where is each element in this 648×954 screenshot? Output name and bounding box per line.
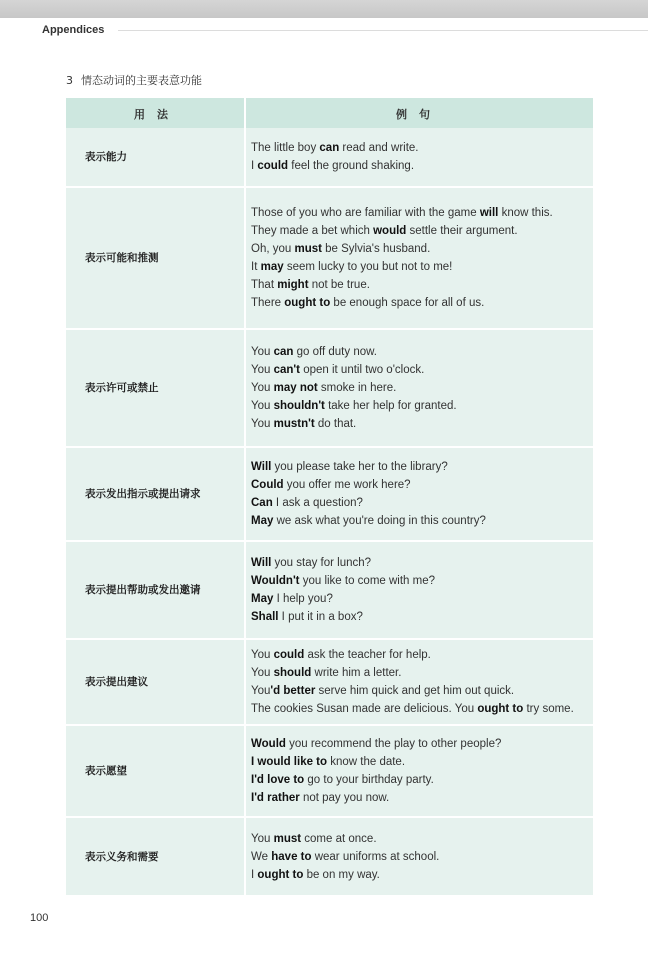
sentence-text: smoke in here. bbox=[317, 382, 397, 394]
example-sentence bbox=[251, 476, 486, 494]
example-sentence bbox=[251, 512, 486, 530]
modal-verb: Could bbox=[251, 479, 284, 491]
table-row bbox=[66, 640, 593, 724]
usage-label: 表示可能和推测 bbox=[85, 252, 159, 264]
sentence-text: do that. bbox=[314, 418, 357, 430]
sentence-text: serve him quick and get him out quick. bbox=[315, 685, 515, 697]
modal-verb: ought to bbox=[257, 869, 304, 881]
sentence-text: It bbox=[251, 261, 261, 273]
example-sentence bbox=[251, 608, 435, 626]
modal-verb: would bbox=[373, 225, 407, 237]
modal-verbs-table bbox=[66, 98, 593, 895]
table-row bbox=[66, 542, 593, 638]
example-sentence bbox=[251, 572, 435, 590]
modal-verb: should bbox=[273, 667, 312, 679]
modal-verb: Will bbox=[251, 461, 272, 473]
sentence-text: you like to come with me? bbox=[299, 575, 436, 587]
modal-verb: Wouldn't bbox=[251, 575, 300, 587]
example-sentence bbox=[251, 379, 457, 397]
example-sentence bbox=[251, 735, 501, 753]
modal-verb: shouldn't bbox=[273, 400, 325, 412]
sentence-text: feel the ground shaking. bbox=[288, 160, 415, 172]
sentence-text: The little boy bbox=[251, 142, 320, 154]
sentence-text: You bbox=[251, 400, 274, 412]
usage-label: 表示许可或禁止 bbox=[85, 382, 159, 394]
example-sentence bbox=[251, 397, 457, 415]
table-row bbox=[66, 330, 593, 446]
usage-label: 表示提出帮助或发出邀请 bbox=[85, 584, 201, 596]
example-sentence bbox=[251, 789, 501, 807]
example-sentence bbox=[251, 361, 457, 379]
example-sentence bbox=[251, 771, 501, 789]
row-divider bbox=[66, 328, 593, 330]
example-sentence bbox=[251, 554, 435, 572]
header-usage: 用法 bbox=[134, 108, 180, 121]
modal-verb: May bbox=[251, 515, 274, 527]
usage-label: 表示提出建议 bbox=[85, 676, 148, 688]
example-sentence bbox=[251, 664, 574, 682]
row-divider bbox=[66, 186, 593, 188]
header-example: 例句 bbox=[396, 108, 442, 121]
modal-verb: could bbox=[273, 649, 305, 661]
modal-verb: must bbox=[273, 833, 302, 845]
sentence-text: There bbox=[251, 297, 285, 309]
example-sentence bbox=[251, 415, 457, 433]
example-sentence bbox=[251, 240, 553, 258]
example-sentence bbox=[251, 682, 574, 700]
modal-verb: must bbox=[294, 243, 322, 255]
sentence-text: I bbox=[251, 160, 258, 172]
modal-verb: may bbox=[260, 261, 284, 273]
table-header bbox=[66, 98, 593, 128]
sentence-text: That bbox=[251, 279, 278, 291]
sentence-text: ask the teacher for help. bbox=[304, 649, 431, 661]
section-title bbox=[66, 72, 202, 88]
sentence-text: You bbox=[251, 667, 274, 679]
example-sentence bbox=[251, 753, 501, 771]
example-sentence bbox=[251, 139, 419, 157]
example-sentence bbox=[251, 646, 574, 664]
row-divider bbox=[66, 638, 593, 640]
sentence-text: wear uniforms at school. bbox=[311, 851, 440, 863]
sentence-text: You bbox=[251, 833, 274, 845]
sentence-text: I bbox=[251, 869, 258, 881]
table-row bbox=[66, 188, 593, 328]
sentence-text: You bbox=[251, 346, 274, 358]
sentence-text: I ask a question? bbox=[272, 497, 363, 509]
sentence-text: not pay you now. bbox=[299, 792, 390, 804]
modal-verb: have to bbox=[271, 851, 312, 863]
sentence-text: take her help for granted. bbox=[324, 400, 457, 412]
example-sentence bbox=[251, 276, 553, 294]
modal-verb: may not bbox=[273, 382, 318, 394]
sentence-text: you offer me work here? bbox=[283, 479, 411, 491]
modal-verb: ought to bbox=[284, 297, 331, 309]
usage-label: 表示发出指示或提出请求 bbox=[85, 488, 201, 500]
sentence-text: Those of you who are familiar with the game bbox=[251, 207, 480, 219]
example-sentence bbox=[251, 204, 553, 222]
sentence-text: you recommend the play to other people? bbox=[285, 738, 502, 750]
example-sentence bbox=[251, 258, 553, 276]
modal-verb: I'd love to bbox=[251, 774, 305, 786]
sentence-text: They made a bet which bbox=[251, 225, 374, 237]
sentence-text: be Sylvia's husband. bbox=[321, 243, 431, 255]
sentence-text: open it until two o'clock. bbox=[300, 364, 425, 376]
sentence-text: You bbox=[251, 649, 274, 661]
modal-verb: will bbox=[479, 207, 499, 219]
example-sentence bbox=[251, 848, 439, 866]
example-sentences bbox=[251, 204, 553, 312]
modal-verb: mustn't bbox=[273, 418, 315, 430]
sentence-text: We bbox=[251, 851, 272, 863]
table-row bbox=[66, 128, 593, 186]
modal-verb: can bbox=[319, 142, 340, 154]
sentence-text: know this. bbox=[498, 207, 553, 219]
modal-verb: I'd rather bbox=[251, 792, 300, 804]
sentence-text: read and write. bbox=[339, 142, 419, 154]
sentence-text: I help you? bbox=[273, 593, 333, 605]
example-sentence bbox=[251, 294, 553, 312]
sentence-text: write him a letter. bbox=[311, 667, 402, 679]
sentence-text: You bbox=[251, 418, 274, 430]
sentence-text: be enough space for all of us. bbox=[330, 297, 485, 309]
sentence-text: you stay for lunch? bbox=[271, 557, 372, 569]
sentence-text: try some. bbox=[523, 703, 574, 715]
usage-label: 表示能力 bbox=[85, 151, 127, 163]
modal-verb: could bbox=[257, 160, 289, 172]
section-number: 3 bbox=[66, 74, 73, 87]
sentence-text: settle their argument. bbox=[406, 225, 518, 237]
example-sentence bbox=[251, 157, 419, 175]
example-sentences bbox=[251, 458, 486, 530]
example-sentences bbox=[251, 139, 419, 175]
row-divider bbox=[66, 540, 593, 542]
sentence-text: not be true. bbox=[308, 279, 370, 291]
modal-verb: Can bbox=[251, 497, 273, 509]
example-sentence bbox=[251, 343, 457, 361]
example-sentence bbox=[251, 830, 439, 848]
example-sentences bbox=[251, 830, 439, 884]
modal-verb: ought to bbox=[477, 703, 524, 715]
sentence-text: I put it in a box? bbox=[278, 611, 363, 623]
table-row bbox=[66, 818, 593, 895]
header-rule bbox=[118, 30, 648, 31]
modal-verb: May bbox=[251, 593, 274, 605]
modal-verb: I would like to bbox=[251, 756, 328, 768]
modal-verb: 'd better bbox=[270, 685, 316, 697]
sentence-text: You bbox=[251, 382, 274, 394]
section-title-text: 情态动词的主要表意功能 bbox=[81, 74, 202, 87]
example-sentence bbox=[251, 494, 486, 512]
modal-verb: Will bbox=[251, 557, 272, 569]
modal-verb: can bbox=[273, 346, 294, 358]
sentence-text: The cookies Susan made are delicious. You bbox=[251, 703, 478, 715]
running-header: Appendices bbox=[42, 24, 105, 36]
modal-verb: Shall bbox=[251, 611, 279, 623]
sentence-text: we ask what you're doing in this country? bbox=[273, 515, 486, 527]
modal-verb: can't bbox=[273, 364, 300, 376]
example-sentences bbox=[251, 554, 435, 626]
example-sentence bbox=[251, 222, 553, 240]
example-sentences bbox=[251, 343, 457, 433]
example-sentences bbox=[251, 646, 574, 718]
row-divider bbox=[66, 446, 593, 448]
top-band bbox=[0, 0, 648, 18]
example-sentence bbox=[251, 866, 439, 884]
sentence-text: seem lucky to you but not to me! bbox=[283, 261, 453, 273]
row-divider bbox=[66, 816, 593, 818]
sentence-text: go to your birthday party. bbox=[304, 774, 434, 786]
row-divider bbox=[66, 724, 593, 726]
sentence-text: You bbox=[251, 685, 271, 697]
sentence-text: you please take her to the library? bbox=[271, 461, 448, 473]
example-sentence bbox=[251, 458, 486, 476]
table-row bbox=[66, 448, 593, 540]
sentence-text: be on my way. bbox=[303, 869, 380, 881]
sentence-text: come at once. bbox=[301, 833, 377, 845]
sentence-text: Oh, you bbox=[251, 243, 295, 255]
usage-label: 表示义务和需要 bbox=[85, 850, 159, 863]
example-sentences bbox=[251, 735, 501, 807]
example-sentence bbox=[251, 590, 435, 608]
table-row bbox=[66, 726, 593, 816]
sentence-text: go off duty now. bbox=[293, 346, 377, 358]
modal-verb: might bbox=[277, 279, 309, 291]
modal-verb: Would bbox=[251, 738, 286, 750]
example-sentence bbox=[251, 700, 574, 718]
page-number: 100 bbox=[30, 912, 49, 924]
sentence-text: You bbox=[251, 364, 274, 376]
usage-label: 表示愿望 bbox=[85, 765, 127, 777]
sentence-text: know the date. bbox=[327, 756, 406, 768]
